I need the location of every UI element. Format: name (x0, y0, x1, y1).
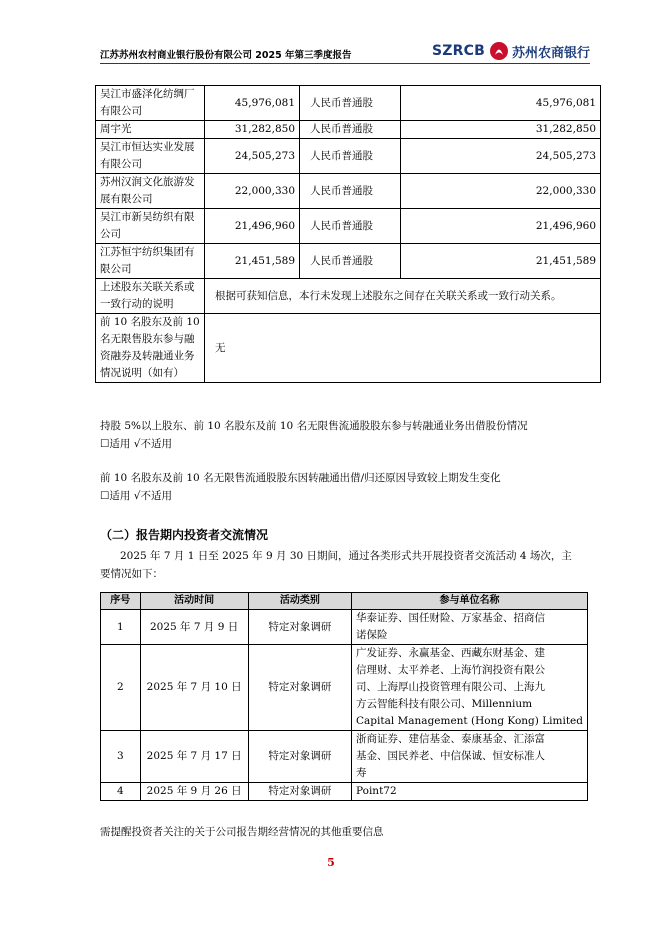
share-count: 45,976,081 (401, 86, 601, 121)
relation-value: 根据可获知信息，本行未发现上述股东之间存在关联关系或一致行动关系。 (205, 279, 601, 314)
party-line: 基金、国民养老、中信保诚、恒安标准人 (355, 750, 545, 762)
note-1-text: 持股 5%以上股东、前 10 名股东及前 10 名无限售流通股股东参与转融通业务出借股份情况 (100, 420, 528, 432)
shareholder-name: 周宇光 (96, 121, 205, 139)
share-type: 人民币普通股 (300, 139, 401, 174)
page-number: 5 (327, 856, 335, 869)
share-type: 人民币普通股 (300, 209, 401, 244)
party-line: Point72 (355, 785, 397, 797)
activity-date: 2025 年 7 月 17 日 (140, 731, 248, 783)
relation-label: 上述股东关联关系或一致行动的说明 (96, 279, 205, 314)
party-line: 浙商证券、建信基金、泰康基金、汇添富 (355, 733, 545, 745)
logo-english: SZRCB (432, 43, 485, 59)
header-kind: 活动类别 (248, 593, 351, 610)
shareholder-row (96, 86, 601, 121)
activity-no: 4 (101, 783, 141, 801)
activity-parties (351, 645, 587, 731)
activity-parties (351, 783, 587, 801)
activity-row (101, 731, 588, 783)
shareholder-row (96, 244, 601, 279)
share-count: 31,282,850 (401, 121, 601, 139)
activity-no: 2 (101, 645, 141, 731)
logo-chinese: 苏州农商银行 (511, 45, 590, 61)
bank-logo (432, 40, 590, 62)
activity-parties (351, 610, 587, 645)
share-type: 人民币普通股 (300, 244, 401, 279)
header-divider (100, 63, 590, 64)
margin-row (96, 314, 601, 383)
shareholder-name: 吴江市新吴纺织有限公司 (96, 209, 205, 244)
activity-kind: 特定对象调研 (248, 610, 351, 645)
shareholder-shares: 21,496,960 (205, 209, 300, 244)
party-line: 方云智能科技有限公司、Millennium (355, 698, 533, 710)
party-line: 司、上海厚山投资管理有限公司、上海九 (355, 681, 545, 693)
share-type: 人民币普通股 (300, 86, 401, 121)
intro-line-1: 2025 年 7 月 1 日至 2025 年 9 月 30 日期间，通过各类形式共开展投资者交流活动 4 场次，主 (120, 550, 572, 562)
party-line: Capital Management (Hong Kong) Limited (355, 715, 583, 727)
margin-label: 前 10 名股东及前 10 名无限售股东参与融资融券及转融通业务情况说明（如有） (96, 314, 205, 383)
share-count: 21,496,960 (401, 209, 601, 244)
shareholder-name: 苏州汉润文化旅游发展有限公司 (96, 174, 205, 209)
page-header (100, 38, 590, 68)
header-no: 序号 (101, 593, 141, 610)
activity-parties (351, 731, 587, 783)
shareholder-shares: 22,000,330 (205, 174, 300, 209)
section-title: （二）报告期内投资者交流情况 (100, 528, 269, 542)
shareholder-row (96, 139, 601, 174)
share-count: 21,451,589 (401, 244, 601, 279)
activity-header-row (101, 593, 588, 610)
activity-row (101, 610, 588, 645)
activity-date: 2025 年 9 月 26 日 (140, 783, 248, 801)
header-parties: 参与单位名称 (351, 593, 587, 610)
logo-mark-icon (489, 41, 509, 61)
shareholder-name: 江苏恒宇纺织集团有限公司 (96, 244, 205, 279)
shareholder-shares: 45,976,081 (205, 86, 300, 121)
shareholder-name: 吴江市恒达实业发展有限公司 (96, 139, 205, 174)
party-line: 诺保险 (355, 629, 388, 641)
report-title: 江苏苏州农村商业银行股份有限公司 2025 年第三季度报告 (100, 50, 352, 61)
share-type: 人民币普通股 (300, 174, 401, 209)
party-line: 寿 (355, 767, 367, 779)
activity-kind: 特定对象调研 (248, 645, 351, 731)
activity-table (100, 592, 588, 801)
note-2-options: ☐适用 √不适用 (100, 490, 172, 502)
activity-date: 2025 年 7 月 9 日 (140, 610, 248, 645)
note-1-options: ☐适用 √不适用 (100, 438, 172, 450)
share-type: 人民币普通股 (300, 121, 401, 139)
share-count: 24,505,273 (401, 139, 601, 174)
shareholder-shares: 31,282,850 (205, 121, 300, 139)
activity-no: 1 (101, 610, 141, 645)
activity-kind: 特定对象调研 (248, 783, 351, 801)
activity-row (101, 645, 588, 731)
margin-value: 无 (205, 314, 601, 383)
party-line: 信理财、太平养老、上海竹润投资有限公 (355, 664, 545, 676)
activity-date: 2025 年 7 月 10 日 (140, 645, 248, 731)
shareholder-shares: 21,451,589 (205, 244, 300, 279)
shareholder-table (95, 85, 601, 383)
note-2-text: 前 10 名股东及前 10 名无限售流通股股东因转融通出借/归还原因导致较上期发生变化 (100, 472, 501, 484)
relation-row (96, 279, 601, 314)
party-line: 广发证券、永赢基金、西藏东财基金、建 (355, 647, 545, 659)
shareholder-name: 吴江市盛泽化纺绸厂有限公司 (96, 86, 205, 121)
shareholder-row (96, 174, 601, 209)
shareholder-shares: 24,505,273 (205, 139, 300, 174)
shareholder-row (96, 121, 601, 139)
activity-row (101, 783, 588, 801)
party-line: 华泰证券、国任财险、万家基金、招商信 (355, 612, 545, 624)
closing-text: 需提醒投资者关注的关于公司报告期经营情况的其他重要信息 (100, 826, 384, 838)
header-date: 活动时间 (140, 593, 248, 610)
activity-kind: 特定对象调研 (248, 731, 351, 783)
activity-no: 3 (101, 731, 141, 783)
share-count: 22,000,330 (401, 174, 601, 209)
shareholder-row (96, 209, 601, 244)
intro-line-2: 要情况如下： (100, 568, 163, 580)
